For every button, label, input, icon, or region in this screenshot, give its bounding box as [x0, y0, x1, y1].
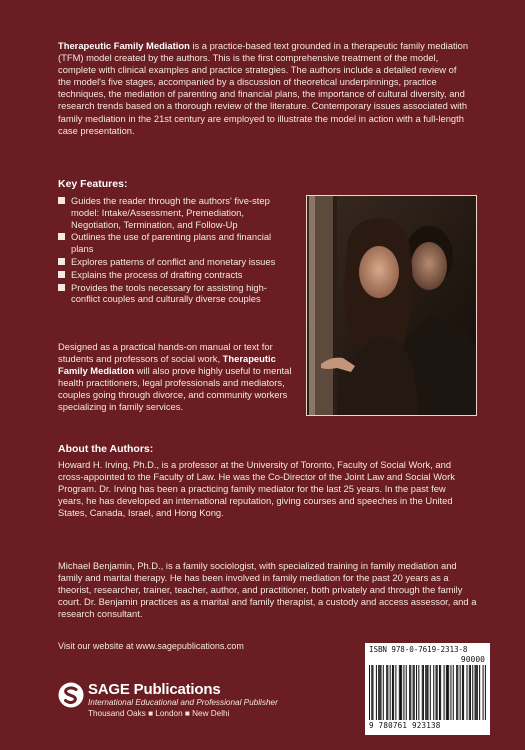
- author-bio-benjamin: Michael Benjamin, Ph.D., is a family sociologist, with specialized training in family mediation and family and marital therapy. He has been involved in family mediation for the past 20 years as a theorist, researcher, trainer, teacher, author, and practitioner, both privately and through the family court. Dr. Benjamin practices as a marital and family therapist, a custody and access assessor, and a research consultant.: [58, 560, 477, 620]
- author-bio-irving: Howard H. Irving, Ph.D., is a professor at the University of Toronto, Faculty of Social Work, and cross-appointed to the Faculty of Law. He was the Co-Director of the Joint Law and Social Work Program. Dr. Irving has been a practicing family mediator for the last 25 years. In the past few years, he has developed an international reputation, giving courses and speeches in the United States, Canada, Israel, and Hong Kong.: [58, 459, 455, 519]
- key-feature-item: [58, 269, 296, 281]
- square-bullet-icon: [58, 284, 65, 291]
- key-features-list: [58, 195, 296, 306]
- publisher-name: SAGE Publications: [88, 681, 221, 698]
- couple-photo: [306, 195, 477, 416]
- key-feature-text: Explores patterns of conflict and monetary issues: [71, 255, 276, 267]
- designed-text-after: will also prove highly useful to mental health practitioners, legal professionals and mediators, couples going through divorce, and community workers specializing in family services.: [58, 365, 292, 413]
- key-features-heading: Key Features:: [58, 178, 128, 190]
- couple-photo-image: [307, 196, 477, 416]
- barcode-digits: 9 780761 923138: [369, 721, 441, 730]
- description-text: is a practice-based text grounded in a therapeutic family mediation (TFM) model created by the authors. This is the first comprehensive treatment of the model, complete with clinical examples and practice strategies. The authors include a detailed review of the model's five stages, accompanied by a discussion of theoretical underpinnings, practice techniques, the mediation of parenting and financial plans, the importance of cultural diversity, and research trends based on a thorough review of the literature. Contemporary issues associated with family mediation in the 21st century are employed to illustrate the model in action with a full-length case presentation.: [58, 40, 469, 136]
- square-bullet-icon: [58, 271, 65, 278]
- website-link[interactable]: Visit our website at www.sagepublications.com: [58, 641, 244, 651]
- publisher-tagline: International Educational and Professional Publisher: [88, 698, 278, 707]
- about-authors-heading: About the Authors:: [58, 443, 154, 455]
- key-feature-text: Explains the process of drafting contracts: [71, 268, 243, 280]
- isbn-barcode: [365, 643, 490, 735]
- key-feature-text: Guides the reader through the authors' five-step model: Intake/Assessment, Premediation, Negotiation, Termination, and Follow-Up: [71, 195, 270, 230]
- designed-text-before: Designed as a practical hands-on manual or text for students and professors of social work,: [58, 341, 273, 365]
- sage-logo-icon: [58, 682, 84, 708]
- barcode-bars-icon: [369, 665, 486, 720]
- isbn-number: ISBN 978-0-7619-2313-8: [369, 645, 468, 654]
- key-feature-item: [58, 282, 296, 306]
- square-bullet-icon: [58, 233, 65, 240]
- key-feature-item: [58, 231, 296, 255]
- square-bullet-icon: [58, 258, 65, 265]
- designed-paragraph: [58, 341, 303, 414]
- designed-title-bold: Therapeutic Family Mediation: [58, 353, 276, 377]
- publisher-cities: Thousand Oaks ■ London ■ New Delhi: [88, 709, 230, 718]
- key-feature-item: [58, 195, 296, 230]
- book-title-bold: Therapeutic Family Mediation: [58, 40, 190, 51]
- square-bullet-icon: [58, 197, 65, 204]
- key-feature-text: Outlines the use of parenting plans and financial plans: [71, 231, 272, 255]
- key-feature-item: [58, 256, 296, 268]
- price-code: 90000: [460, 655, 485, 664]
- key-feature-text: Provides the tools necessary for assisting high-conflict couples and culturally diverse couples: [71, 281, 267, 305]
- book-description: [58, 40, 470, 137]
